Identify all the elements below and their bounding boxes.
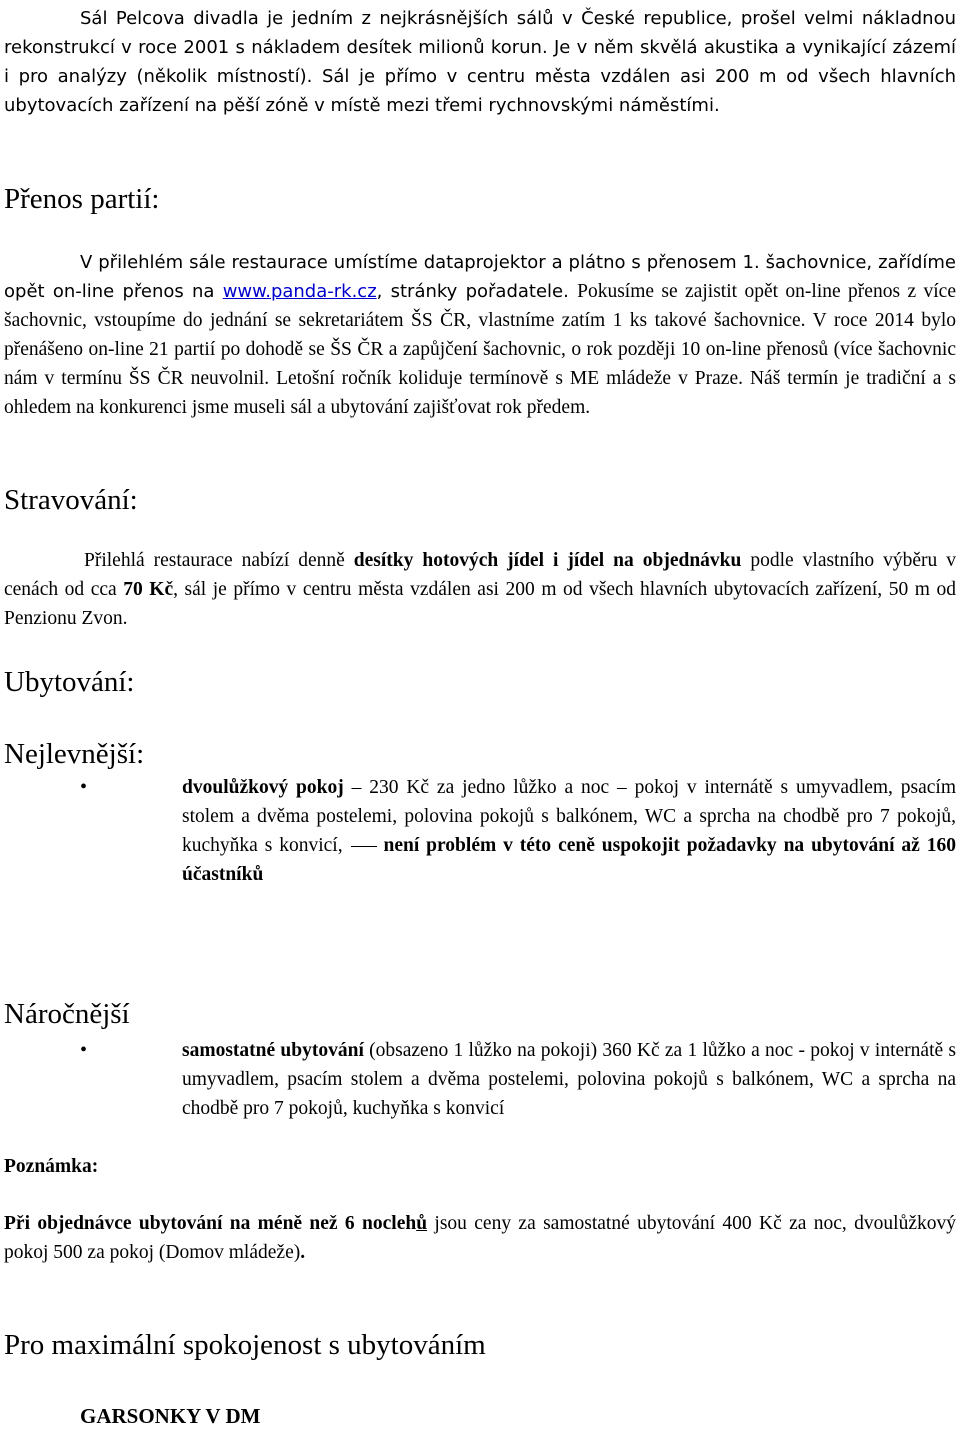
- garsonky-heading: GARSONKY V DM: [80, 1404, 261, 1428]
- intro-paragraph: Sál Pelcova divadla je jedním z nejkrásnějších sálů v České republice, prošel velmi nákladnou rekonstrukcí v roce 2001 s nákladem desítek milionů korun. Je v něm skvělá akustika a vynikající zázemí i pro analýzy (několik místností). Sál je přímo v centru města vzdálen asi 200 m od všech hlavních ubytovacích zařízení na pěší zóně v místě mezi třemi rychnovskými náměstími.: [4, 8, 956, 116]
- heading-prenos: Přenos partií:: [4, 183, 160, 215]
- prenos-paragraph: V přilehlém sále restaurace umístíme dataprojektor a plátno s přenosem 1. šachovnice, zařídíme opět on-line přenos na www.panda-rk.cz, stránky pořadatele. Pokusíme se zajistit opět on-line přenos z více šachovnic, vstoupíme do jednání se sekretariátem ŠS ČR, vlastníme zatím 1 ks takové šachovnice. V roce 2014 bylo přenášeno on-line 21 partií po dohodě se ŠS ČR a zapůjčení šachovnic, o rok později 10 on-line přenosů (více šachovnic nám v termínu ŠS ČR neuvolnil. Letošní ročník koliduje termínově s ME mládeže v Praze. Náš termín je tradiční a s ohledem na konkurenci jsme museli sál a ubytování zajišťovat rok předem.: [4, 252, 956, 418]
- dash-line: [351, 846, 377, 847]
- note-paragraph: Při objednávce ubytování na méně než 6 noclehů jsou ceny za samostatné ubytování 400 Kč za noc, dvoulůžkový pokoj 500 za pokoj (Domov mládeže).: [4, 1213, 956, 1263]
- heading-narocnejsi: Náročnější: [4, 998, 130, 1030]
- cheap-room-item: dvoulůžkový pokoj – 230 Kč za jedno lůžko a noc – pokoj v internátě s umyvadlem, psacím stolem a dvěma postelemi, polovina pokojů s balkónem, WC a sprcha na chodbě pro 7 pokojů, kuchyňka s konvicí, není problém v této ceně uspokojit požadavky na ubytování až 160 účastníků: [182, 777, 956, 885]
- better-room-item: samostatné ubytování (obsazeno 1 lůžko na pokoji) 360 Kč za 1 lůžko a noc - pokoj v internátě s umyvadlem, psacím stolem a dvěma postelemi, polovina pokojů s balkónem, WC a sprcha na chodbě pro 7 pokojů, kuchyňka s konvicí: [182, 1040, 957, 1119]
- heading-ubytovani: Ubytování:: [4, 666, 135, 698]
- heading-max-spokojenost: Pro maximální spokojenost s ubytováním: [4, 1329, 486, 1361]
- heading-nejlevnejsi: Nejlevnější:: [4, 738, 145, 770]
- panda-rk-link[interactable]: www.panda-rk.cz: [222, 281, 377, 302]
- note-label: Poznámka:: [4, 1156, 99, 1177]
- bullet-cheap: •: [80, 776, 88, 798]
- heading-stravovani: Stravování:: [4, 484, 138, 516]
- bullet-better: •: [80, 1039, 88, 1061]
- stravovani-paragraph: Přilehlá restaurace nabízí denně desítky hotových jídel i jídel na objednávku podle vlastního výběru v cenách od cca 70 Kč, sál je přímo v centru města vzdálen asi 200 m od všech hlavních ubytovacích zařízení, 50 m od Penzionu Zvon.: [4, 550, 956, 629]
